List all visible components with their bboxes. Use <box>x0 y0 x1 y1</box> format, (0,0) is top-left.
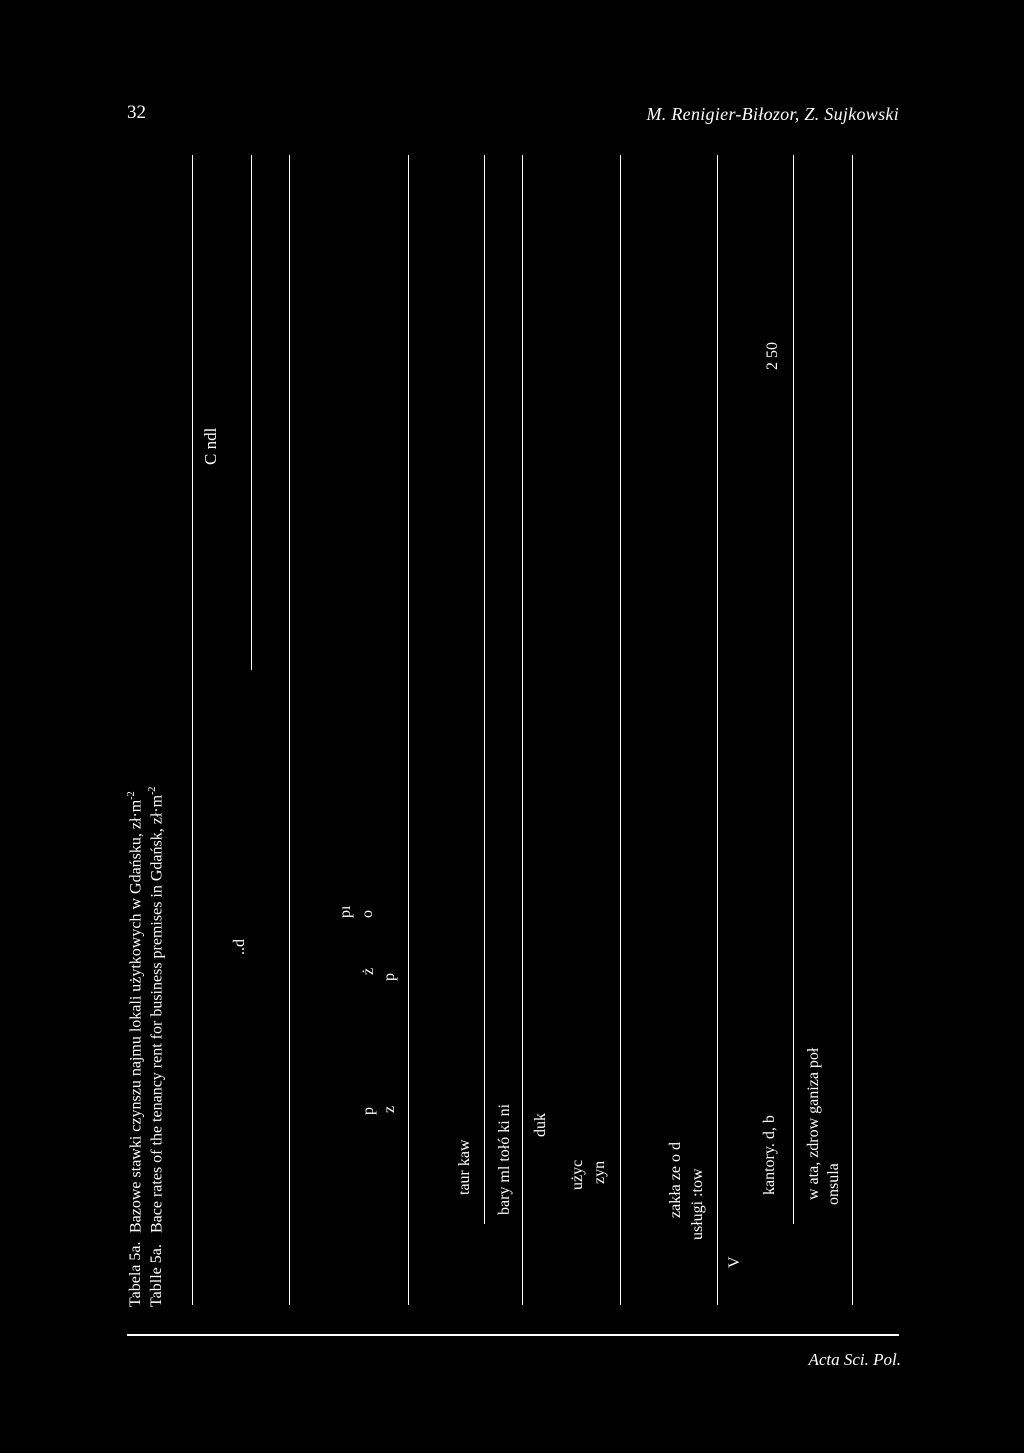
header-fragment-p2: p <box>381 973 398 981</box>
row-rule-2 <box>484 155 485 1224</box>
page-number: 32 <box>127 102 146 123</box>
header-partial-rule <box>251 155 252 670</box>
header-fragment-d: ..d <box>231 939 248 955</box>
header-bottom-rule <box>289 155 290 1305</box>
row-label-health-line1: w ata, zdrow ganiza poł <box>805 1047 822 1200</box>
row-rule-4 <box>620 155 621 1305</box>
header-fragment-o: o <box>359 910 376 918</box>
row-label-use-line1: użyc <box>569 1159 586 1190</box>
caption-polish <box>127 791 144 1307</box>
caption-polish-text: Bazowe stawki czynszu najmu lokali użytkowych w Gdańsku, zł·m <box>127 799 145 1233</box>
header-fragment-pi: pı <box>337 905 354 918</box>
row-rule-3 <box>522 155 523 1305</box>
header-fragment-p1: p <box>360 1107 377 1115</box>
caption-polish-label: Tabela 5a. <box>127 1241 145 1307</box>
row-label-restaurants: taur kaw <box>456 1139 473 1195</box>
row-label-use-line2: zyn <box>591 1160 608 1184</box>
row-rule-6 <box>793 155 794 1224</box>
header-fragment-city: C ndl <box>201 427 220 465</box>
running-header-authors: M. Renigier-Biłozor, Z. Sujkowski <box>646 104 899 124</box>
row-rule-1 <box>408 155 409 1305</box>
caption-english-text: Bace rates of the tenancy rent for business premises in Gdańsk, zł·m <box>148 794 166 1233</box>
row-label-services-line2: usługi :tow <box>689 1168 706 1240</box>
caption-english-sup: -2 <box>147 786 158 795</box>
journal-name: Acta Sci. Pol. <box>808 1350 901 1369</box>
row-label-services-line1: zakła ze o d <box>667 1142 684 1218</box>
row-label-health-line2: onsula <box>825 1163 842 1205</box>
header-fragment-z: z <box>381 1105 398 1113</box>
footer-rule <box>127 1334 899 1336</box>
caption-english-label: Tablle 5a. <box>148 1244 166 1307</box>
table-top-rule <box>192 155 193 1305</box>
rate-value: 2 50 <box>764 342 781 370</box>
row-rule-5 <box>717 155 718 1305</box>
row-label-bars: bary ml tołó ki ni <box>496 1103 513 1215</box>
header-fragment-z-dot: ż <box>360 967 377 975</box>
caption-polish-sup: -2 <box>126 791 137 800</box>
caption-english <box>148 787 165 1307</box>
row-label-group-v: V <box>726 1256 743 1268</box>
row-label-print: duk <box>532 1113 549 1137</box>
table-bottom-rule <box>852 155 853 1305</box>
row-label-exchange: kantory. d, b <box>761 1115 778 1195</box>
